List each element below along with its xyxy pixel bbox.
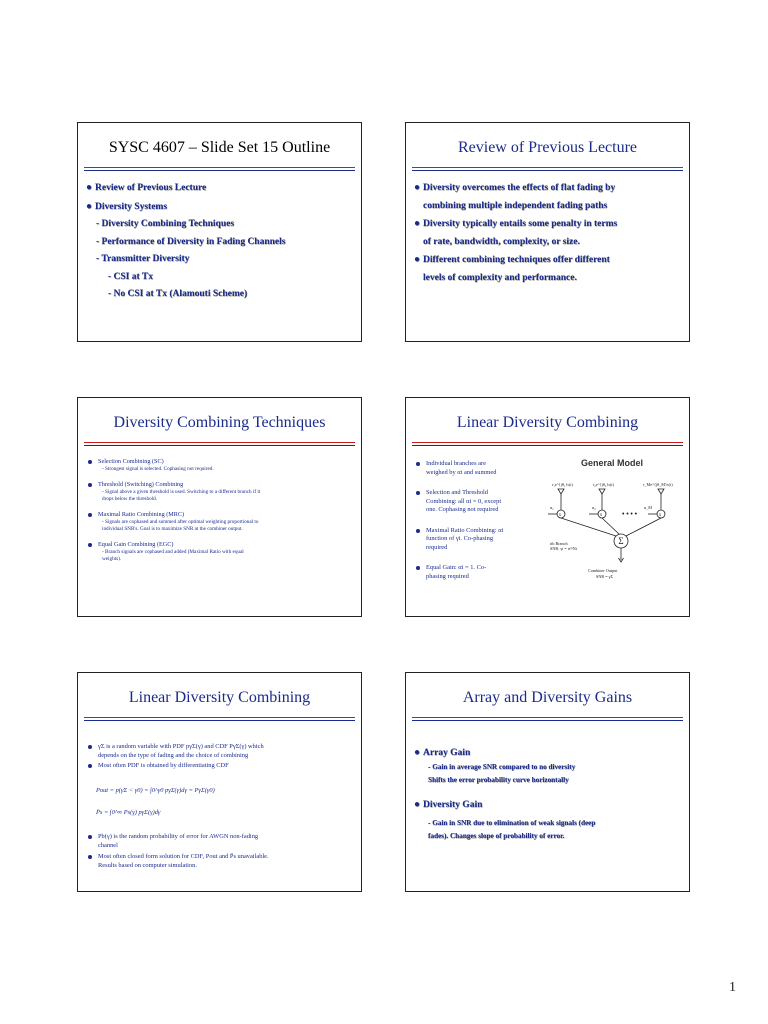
list-item: fades). Changes slope of probability of error. <box>428 832 565 840</box>
list-item: Threshold (Switching) Combining - Signal above a given threshold is used. Switching to a different branch if it drops below the threshold. <box>86 481 353 503</box>
bullet-icon: ● <box>414 254 421 265</box>
list-item: Pb(γ) is the random probability of error for AWGN non-fading channel <box>86 833 353 850</box>
bullet-icon: ● <box>414 799 421 810</box>
bullet-icon <box>416 491 420 495</box>
branch-snr-label: ith Branch <box>550 541 568 546</box>
list-item: ● Diversity Systems <box>86 198 353 217</box>
page-number: 1 <box>729 980 736 995</box>
weight-label: α_M <box>644 505 653 510</box>
title-divider <box>84 717 355 721</box>
svg-text:x: x <box>558 513 562 518</box>
output-label: Combiner Output <box>588 568 618 573</box>
list-item: ● Diversity typically entails some penalty in terms <box>414 215 681 234</box>
title-divider <box>412 167 683 171</box>
slide-array-diversity-gains <box>405 672 690 892</box>
svg-text:x: x <box>658 513 662 518</box>
sum-icon: Σ <box>618 536 624 546</box>
bullet-icon <box>416 566 420 570</box>
input-label: r₂e^{jθ₂}s(t) <box>593 482 614 487</box>
bullet-icon: ● <box>86 182 93 193</box>
list-item: - Transmitter Diversity <box>96 254 190 264</box>
list-item: Maximal Ratio Combining (MRC) - Signals are cophased and summed after optimal weighting proportional to individual SNR's. Goal is to maximize SNR at the combiner output. <box>86 511 353 533</box>
list-item: ● Diversity Gain <box>414 797 681 813</box>
list-item: Maximal Ratio Combining: αi function of γi. Co-phasing required <box>414 527 539 553</box>
slide-title: Linear Diversity Combining <box>456 414 639 431</box>
slide-outline <box>77 122 362 342</box>
slide-title: Review of Previous Lecture <box>457 139 638 156</box>
error-probability-formula: P̄s = ∫0^∞ Ps(γ) pγΣ(γ)dγ <box>96 809 161 816</box>
bullet-icon <box>416 529 420 533</box>
bullet-icon <box>88 513 92 517</box>
bullet-icon <box>88 460 92 464</box>
bullet-icon: ● <box>414 747 421 758</box>
list-item: ● Array Gain <box>414 745 681 761</box>
bullet-icon: ● <box>86 200 93 212</box>
list-item: of rate, bandwidth, complexity, or size. <box>423 236 580 247</box>
weight-label: α₂ <box>592 505 596 510</box>
list-item: ● Diversity overcomes the effects of flat fading by <box>414 179 681 198</box>
slide-title: Array and Diversity Gains <box>462 689 633 706</box>
bullet-icon: ● <box>414 218 421 229</box>
list-item: Equal Gain Combining (EGC) - Branch signals are cophased and added (Maximal Ratio with equal weights). <box>86 541 353 563</box>
list-item: - No CSI at Tx (Alamouti Scheme) <box>108 289 248 299</box>
output-label: SNR = γΣ <box>596 574 613 579</box>
bullet-icon <box>88 483 92 487</box>
list-item: - CSI at Tx <box>108 271 153 282</box>
title-divider <box>412 442 683 446</box>
list-item: ● Review of Previous Lecture <box>86 179 353 198</box>
list-item: - Performance of Diversity in Fading Channels <box>96 236 286 247</box>
list-item: - Gain in average SNR compared to no diversity <box>428 763 576 771</box>
input-label: r₁e^{jθ₁}s(t) <box>552 482 573 487</box>
list-item: - Gain in SNR due to elimination of weak signals (deep <box>428 819 596 827</box>
title-divider <box>412 717 683 721</box>
slide-linear-combining-pdf <box>77 672 362 892</box>
slide-title: Linear Diversity Combining <box>128 689 311 706</box>
svg-text:x: x <box>599 513 603 518</box>
bullet-icon <box>88 543 92 547</box>
bullet-icon <box>88 855 92 859</box>
diagram-title: General Model <box>580 458 644 468</box>
bullet-icon <box>416 462 420 466</box>
slide-combining-techniques <box>77 397 362 617</box>
bullet-icon: ● <box>414 182 421 193</box>
slide-linear-combining-model <box>405 397 690 617</box>
list-item: Selection and Threshold Combining: all αi = 0, except one. Cophasing not required <box>414 489 539 515</box>
bullet-icon <box>88 764 92 768</box>
list-item: Most often PDF is obtained by differentiating CDF <box>86 762 353 771</box>
slide-review <box>405 122 690 342</box>
branch-snr-label: SNR: γi = ri²/Ni <box>550 546 577 551</box>
ellipsis-icon: • • • • <box>622 510 638 518</box>
slide-title: Diversity Combining Techniques <box>113 414 326 431</box>
list-item: Most often closed form solution for CDF, Pout and P̄s unavailable. Results based on computer simulation. <box>86 853 353 870</box>
list-item: Selection Combining (SC) - Strongest signal is selected. Cophasing not required. <box>86 458 353 473</box>
list-item: Individual branches are weighed by αi and summed <box>414 460 539 477</box>
list-item: combining multiple independent fading paths <box>423 200 608 211</box>
list-item: levels of complexity and performance. <box>423 272 577 283</box>
title-divider <box>84 442 355 446</box>
title-divider <box>84 167 355 171</box>
bullet-icon <box>88 745 92 749</box>
list-item: Equal Gain: αi = 1. Co- phasing required <box>414 564 539 581</box>
list-item: γΣ is a random variable with PDF pγΣ(γ) and CDF PγΣ(γ) which depends on the type of fading and the choice of combining <box>86 743 353 760</box>
outage-formula: Pout = p(γΣ < γ0) = ∫0^γ0 pγΣ(γ)dγ = PγΣ(γ0) <box>96 787 215 794</box>
list-item: ● Different combining techniques offer different <box>414 251 681 270</box>
weight-label: α₁ <box>550 505 554 510</box>
list-item: - Diversity Combining Techniques <box>96 219 235 229</box>
slide-title: SYSC 4607 – Slide Set 15 Outline <box>108 139 331 156</box>
combiner-model-diagram <box>540 448 682 598</box>
list-item: Shifts the error probability curve horizontally <box>428 776 569 784</box>
bullet-icon <box>88 835 92 839</box>
input-label: r_Me^{jθ_M}s(t) <box>643 482 673 487</box>
